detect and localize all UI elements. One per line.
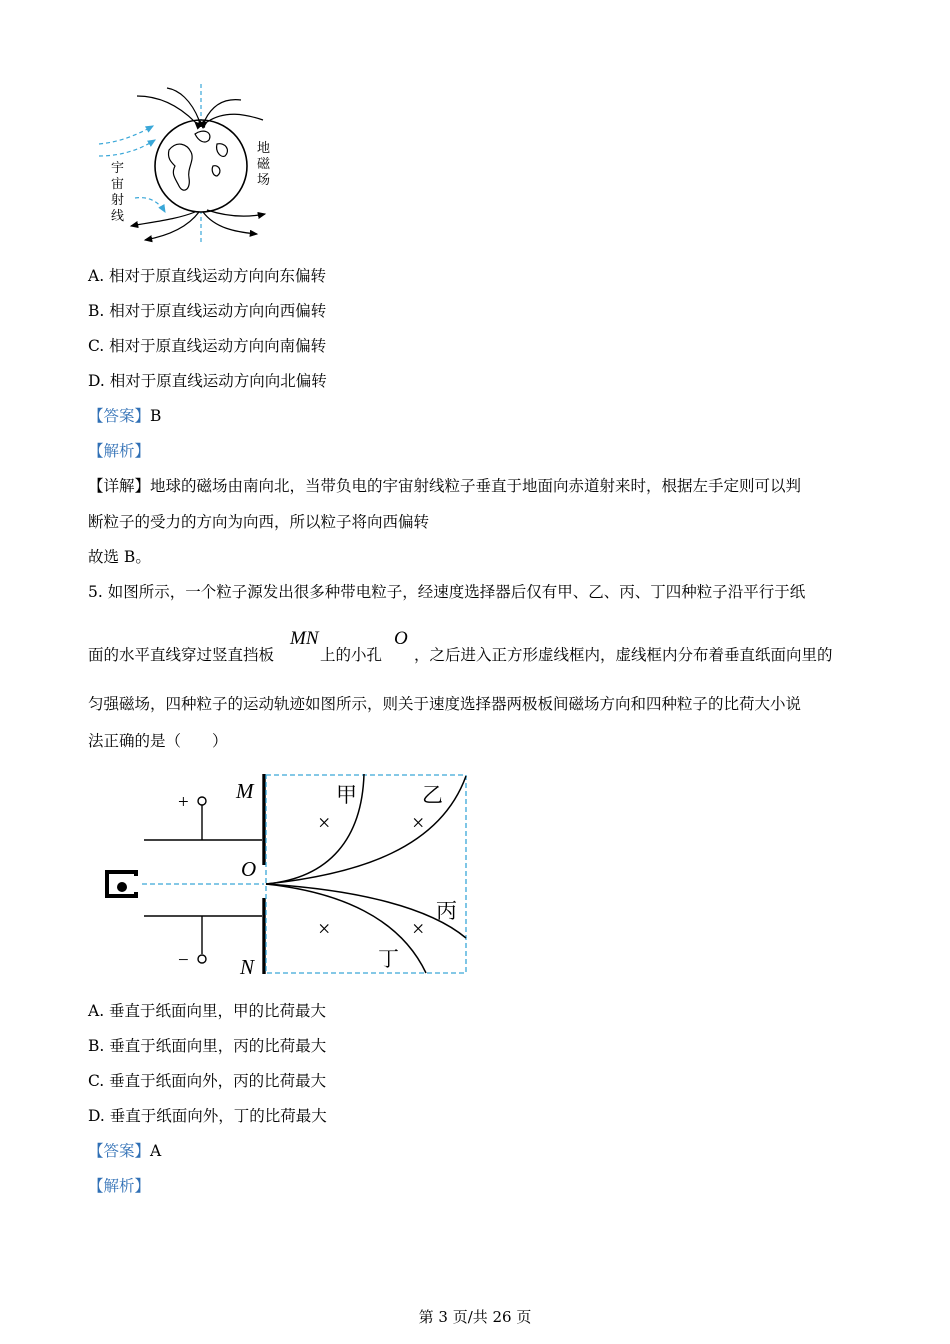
- q4-conclusion: 故选 B。: [88, 548, 151, 566]
- label-ding: 丁: [378, 947, 399, 971]
- label-minus: −: [178, 950, 189, 971]
- label-o: O: [241, 857, 257, 881]
- q4-detail-line2: 断粒子的受力的方向为向西，所以粒子将向西偏转: [88, 513, 430, 531]
- analysis-tag: 【解析】: [88, 1177, 151, 1195]
- label-jia: 甲: [336, 783, 357, 807]
- q5-option-b: B. 垂直于纸面向里，丙的比荷最大: [88, 1037, 327, 1055]
- q5-stem-line3: 匀强磁场，四种粒子的运动轨迹如图所示，则关于速度选择器两极板间磁场方向和四种粒子的比荷大小说: [88, 695, 802, 713]
- q5-stem-line1: 5. 如图所示，一个粒子源发出很多种带电粒子，经速度选择器后仅有甲、乙、丙、丁四种粒子沿平行于纸: [88, 583, 806, 601]
- answer-value: A: [150, 1142, 162, 1160]
- q4-answer: [88, 406, 161, 426]
- q4-detail-line1: [88, 476, 801, 496]
- field-cross-2: ×: [412, 810, 425, 835]
- q5-stem-line2: [88, 645, 833, 665]
- velocity-selector-figure: [100, 768, 472, 980]
- stem-part-b: 上的小孔: [320, 646, 383, 664]
- field-cross-3: ×: [318, 916, 331, 941]
- field-cross-1: ×: [318, 810, 331, 835]
- label-plus: +: [178, 792, 189, 813]
- detail-tag: 【详解】: [88, 477, 151, 495]
- label-cosmic-ray-3: 线: [111, 208, 125, 223]
- q5-option-d: D. 垂直于纸面向外，丁的比荷最大: [88, 1107, 327, 1125]
- symbol-o: O: [394, 628, 408, 649]
- stem-part-a: 面的水平直线穿过竖直挡板: [88, 646, 275, 664]
- label-cosmic-ray-1: 宙: [111, 176, 125, 191]
- trajectory-ding: [266, 884, 426, 973]
- label-geomagnetic-1: 磁: [257, 156, 271, 171]
- stem-part-c: ，之后进入正方形虚线框内，虚线框内分布着垂直纸面向里的: [414, 646, 833, 664]
- answer-tag: 【答案】: [88, 407, 151, 425]
- label-cosmic-ray-2: 射: [111, 192, 125, 207]
- label-n: N: [240, 955, 255, 979]
- particle-source: [107, 872, 142, 896]
- q5-analysis: [88, 1176, 150, 1196]
- negative-terminal: [198, 955, 206, 963]
- answer-value: B: [150, 407, 162, 425]
- q4-option-b: B. 相对于原直线运动方向向西偏转: [88, 302, 327, 320]
- q4-analysis: [88, 441, 150, 461]
- positive-terminal: [198, 797, 206, 805]
- symbol-mn: MN: [290, 628, 319, 649]
- q5-answer: [88, 1141, 161, 1161]
- earth-magnetic-field-figure: [95, 82, 285, 248]
- label-yi: 乙: [422, 783, 443, 807]
- answer-tag: 【答案】: [88, 1142, 151, 1160]
- q4-option-a: A. 相对于原直线运动方向向东偏转: [88, 267, 327, 285]
- q4-option-c: C. 相对于原直线运动方向向南偏转: [88, 337, 327, 355]
- label-bing: 丙: [436, 899, 457, 923]
- earth-globe: [155, 120, 247, 212]
- page-footer: 第 3 页/共 26 页: [418, 1308, 532, 1326]
- detail-text-1: 地球的磁场由南向北，当带负电的宇宙射线粒子垂直于地面向赤道射来时，根据左手定则可以判: [150, 477, 802, 495]
- label-m: M: [236, 779, 254, 803]
- label-cosmic-ray-0: 宇: [111, 160, 125, 175]
- label-geomagnetic-0: 地: [257, 140, 271, 155]
- q5-option-c: C. 垂直于纸面向外，丙的比荷最大: [88, 1072, 327, 1090]
- field-cross-4: ×: [412, 916, 425, 941]
- q5-option-a: A. 垂直于纸面向里，甲的比荷最大: [88, 1002, 327, 1020]
- label-geomagnetic-2: 场: [257, 172, 271, 187]
- q4-option-d: D. 相对于原直线运动方向向北偏转: [88, 372, 327, 390]
- q5-stem-line4: 法正确的是（ ）: [88, 732, 228, 750]
- analysis-tag: 【解析】: [88, 442, 151, 460]
